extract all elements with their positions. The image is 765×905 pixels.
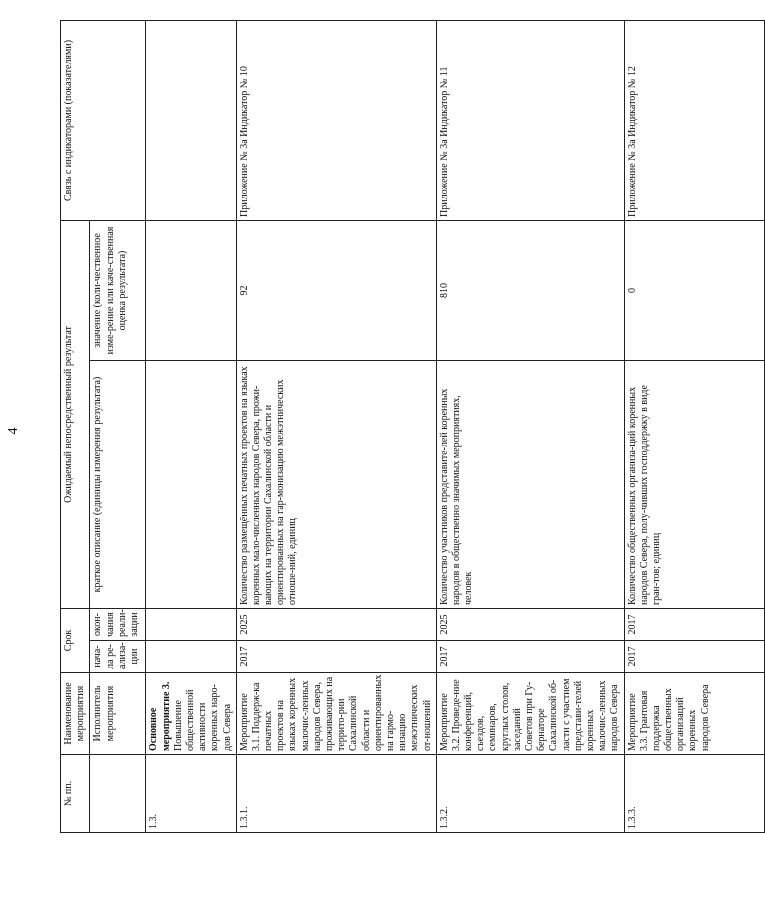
row-desc: Количество участников представите-лей коренных народов в общественно значимых мероприятиях, человек — [436, 361, 624, 609]
rotated-table-container — [60, 21, 711, 833]
header-result-desc: краткое описание (единицы измерения результата) — [90, 361, 146, 609]
row-desc — [146, 361, 236, 609]
header-num: № пп. — [61, 755, 90, 833]
row-link: Приложение № 3а Индикатор № 10 — [236, 20, 436, 220]
row-name: Мероприятие 3.1. Поддерж-ка печатных проектов на языках коренных малочис-ленных народов Севера, проживающих на террито-рии Сахалинской области и ориентированных на гармо-низацию межэтнических от-ношений — [236, 673, 436, 755]
header-term: Срок — [61, 609, 90, 673]
header-num-cont — [90, 755, 146, 833]
row-num: 1.3. — [146, 755, 236, 833]
row-start — [146, 641, 236, 673]
table-row — [146, 20, 236, 832]
table-row — [436, 20, 624, 832]
row-link — [146, 20, 236, 220]
page-number: 4 — [6, 427, 21, 435]
row-num: 1.3.2. — [436, 755, 624, 833]
row-start: 2017 — [236, 641, 436, 673]
row-end — [146, 609, 236, 641]
header-term-start: нача-ла ре-ализа-ции — [90, 641, 146, 673]
row-link: Приложение № 3а Индикатор № 11 — [436, 20, 624, 220]
header-result-value: значение (коли-чественное изме-рение или каче-ственная оценка результата) — [90, 220, 146, 360]
row-num: 1.3.3. — [624, 755, 764, 833]
row-name: Мероприятие 3.2. Проведе-ние конференций, съездов, семинаров, круглых столов, заседаний Советов при Гу-бернаторе Сахалинской об-ласти с участием представи-телей коренных малочис-ленных народов Севера — [436, 673, 624, 755]
row-name: Мероприятие 3.3. Грантовая поддержка общественных организаций коренных народов Севера — [624, 673, 764, 755]
header-term-end: окон-чания реали-зации — [90, 609, 146, 641]
row-value: 0 — [624, 220, 764, 360]
row-start: 2017 — [436, 641, 624, 673]
row-start: 2017 — [624, 641, 764, 673]
row-end: 2025 — [436, 609, 624, 641]
row-link: Приложение № 3а Индикатор № 12 — [624, 20, 764, 220]
table-row — [236, 20, 436, 832]
row-value: 810 — [436, 220, 624, 360]
row-name-extra: Повышение общественной активности коренных наро-дов Севера — [172, 684, 233, 751]
row-value: 92 — [236, 220, 436, 360]
activities-table — [60, 20, 765, 833]
row-value — [146, 220, 236, 360]
header-executor: Исполнитель мероприятия — [90, 673, 146, 755]
header-result: Ожидаемый непосредственный результат — [61, 220, 90, 608]
row-end: 2025 — [236, 609, 436, 641]
row-name-main: Основное мероприятие 3. — [148, 681, 172, 751]
row-desc: Количество общественных организа-ций коренных народов Севера, полу-чивших господдержку в виде гран-тов; единиц — [624, 361, 764, 609]
row-num: 1.3.1. — [236, 755, 436, 833]
table-row — [624, 20, 764, 832]
header-name: Наименование мероприятия — [61, 673, 90, 755]
row-end: 2017 — [624, 609, 764, 641]
header-link: Связь с индикаторами (показателями) — [61, 20, 146, 220]
row-desc: Количество размещённых печатных проектов на языках коренных мало-численных народов Севера, прожи-вающих на территории Сахалинской области и ориентированных на гар-монизацию межэтнических отноше-ний, единиц — [236, 361, 436, 609]
row-name — [146, 673, 236, 755]
